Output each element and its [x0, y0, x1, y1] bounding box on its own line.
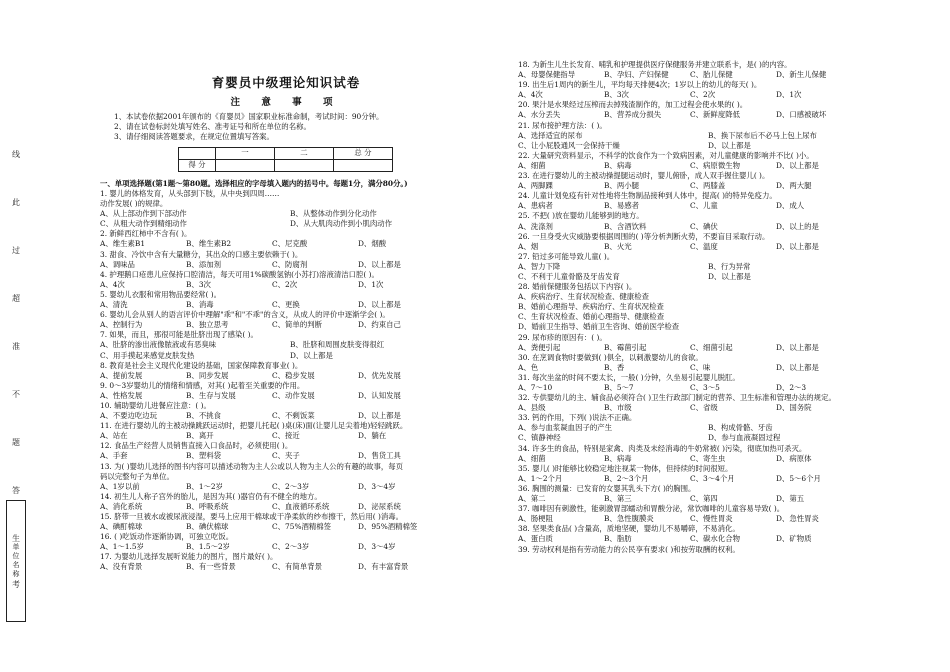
- answer-option[interactable]: A、消化系统: [100, 501, 143, 511]
- answer-option[interactable]: C、2～3岁: [272, 481, 310, 491]
- answer-option[interactable]: A、疾病治疗、生育状况检查、健康检查: [518, 292, 649, 302]
- answer-option[interactable]: C、防腐剂: [272, 259, 308, 269]
- answer-option[interactable]: C、碳水化合物: [690, 534, 740, 544]
- binding-char: 此: [12, 198, 20, 207]
- answer-option[interactable]: A、肠梗阻: [518, 514, 553, 524]
- answer-option[interactable]: A、7～10: [518, 383, 553, 392]
- answer-option[interactable]: C、尼克酸: [272, 239, 308, 249]
- option-row: [518, 70, 938, 80]
- option-row: [518, 110, 938, 120]
- score-header: 总 分: [334, 148, 393, 160]
- option-row: [518, 141, 938, 151]
- score-cell[interactable]: [334, 160, 393, 172]
- question-stem-continued: 码以完整句子为单位。: [100, 471, 174, 481]
- question-stem: 15. 脐带一旦被水或被尿液浸湿，要马上应用干棉球或干净柔软的纱布擦干，然后用( )消毒。: [100, 512, 404, 521]
- binding-char: 过: [12, 246, 20, 255]
- answer-option[interactable]: A、水分丢失: [518, 110, 561, 120]
- question-stem: 17. 为婴幼儿选择发展听说能力的图片，图片最好( )。: [100, 552, 278, 562]
- answer-option[interactable]: B、独立思考: [186, 320, 229, 330]
- answer-option[interactable]: C、省级: [690, 403, 718, 413]
- answer-option[interactable]: A、色: [518, 362, 539, 372]
- binding-char: 线: [12, 150, 20, 159]
- answer-option[interactable]: D、以上的是: [776, 221, 819, 231]
- answer-option[interactable]: D、以上都是: [290, 350, 333, 360]
- option-row: [518, 514, 938, 524]
- answer-option[interactable]: A、不要边吃边玩: [100, 411, 158, 421]
- answer-option[interactable]: D、泌尿系统: [358, 501, 401, 511]
- option-row: [518, 262, 938, 272]
- option-row: [518, 302, 938, 312]
- option-row: [100, 320, 480, 330]
- option-row: [518, 272, 938, 282]
- option-row: [518, 242, 938, 252]
- option-row: [518, 433, 938, 443]
- binding-char: 考: [12, 580, 20, 589]
- question-stem: 35. 婴儿( )时能够比较稳定地注视某一物体，但持续的时间很短。: [518, 463, 733, 473]
- answer-option[interactable]: A、两脚踝: [518, 181, 553, 191]
- answer-option[interactable]: A、细菌: [518, 160, 546, 170]
- answer-option[interactable]: B、3次: [186, 279, 211, 289]
- answer-option[interactable]: C、病原微生物: [690, 160, 740, 170]
- answer-option[interactable]: C、稳步发展: [272, 370, 315, 380]
- answer-option[interactable]: D、约束自己: [358, 320, 401, 330]
- answer-option[interactable]: B、添加剂: [186, 259, 221, 269]
- option-row: [518, 423, 938, 433]
- answer-option[interactable]: B、碘伏棉球: [186, 522, 229, 532]
- answer-option[interactable]: A、患病者: [518, 201, 553, 211]
- answer-option[interactable]: D、烟酸: [358, 239, 387, 249]
- option-row: [100, 391, 480, 401]
- notice-item: 1、本试卷依据2001年颁布的《育婴员》国家职业标准命制，考试时间：90分钟。: [114, 112, 384, 121]
- question-stem: 14. 初生儿人称子宫外的胎儿，是因为其( )器官仍有不健全的地方。: [100, 491, 322, 501]
- answer-option[interactable]: A、控制行为: [100, 320, 143, 330]
- score-header: [179, 148, 216, 160]
- answer-option[interactable]: D、躺在: [358, 431, 387, 441]
- option-row: [100, 340, 480, 350]
- answer-option[interactable]: D、急性胃炎: [776, 514, 819, 524]
- answer-option[interactable]: B、1.5～2岁: [186, 542, 231, 552]
- binding-char: 不: [12, 390, 20, 399]
- answer-option[interactable]: B、婚前心理指导、疾病治疗、生育状况检查: [518, 302, 664, 312]
- answer-option[interactable]: C、儿童: [690, 201, 718, 211]
- answer-option[interactable]: B、5～7: [604, 383, 634, 392]
- answer-option[interactable]: D、以上都是: [358, 300, 401, 310]
- answer-option[interactable]: D、以上都是: [708, 271, 751, 281]
- option-row: [518, 363, 938, 373]
- answer-option[interactable]: B、营养成分损失: [604, 110, 662, 120]
- answer-option[interactable]: D、参与血液凝固过程: [708, 433, 781, 443]
- answer-option[interactable]: B、同步发展: [186, 370, 229, 380]
- answer-option[interactable]: D、婚前卫生指导、婚前卫生咨询、婚前医学检查: [518, 322, 680, 332]
- answer-option[interactable]: B、构成骨骼、牙齿: [708, 423, 773, 433]
- option-row: [518, 222, 938, 232]
- answer-option[interactable]: C、更换: [272, 300, 300, 310]
- answer-option[interactable]: D、以上都是: [708, 140, 751, 150]
- answer-option[interactable]: A、智力下降: [518, 261, 561, 271]
- answer-option[interactable]: C、2次: [690, 90, 716, 100]
- answer-option[interactable]: C、慢性胃炎: [690, 514, 733, 524]
- question-stem: 23. 在进行婴幼儿的主被动操提腿运动时，婴儿俯卧，成人双手握住婴儿( )。: [518, 171, 770, 181]
- answer-option[interactable]: D、病原体: [776, 453, 812, 463]
- question-stem: 12. 食品生产经营人员销售直接入口食品时，必须使用( )。: [100, 441, 293, 451]
- answer-option[interactable]: C、用手摸起来感觉皮肤发热: [100, 350, 195, 360]
- answer-option[interactable]: A、蛋白质: [518, 534, 553, 544]
- answer-option[interactable]: D、认知发展: [358, 390, 401, 400]
- answer-option[interactable]: A、细菌: [518, 453, 546, 463]
- option-row: [518, 494, 938, 504]
- binding-margin: [4, 20, 28, 670]
- answer-option[interactable]: D、以上都是: [776, 160, 819, 170]
- question-stem: 21. 尿布接护理方法：( )。: [518, 120, 607, 130]
- unit-name-label: 单位名称: [12, 543, 21, 579]
- option-row: [518, 534, 938, 544]
- option-row: [518, 161, 938, 171]
- answer-option[interactable]: A、1～1.5岁: [100, 542, 144, 552]
- question-stem-continued: 动作发展( )的规律。: [100, 199, 168, 209]
- answer-option[interactable]: D、2～3: [776, 383, 807, 392]
- answer-option[interactable]: C、寄生虫: [690, 453, 726, 463]
- notice-item: 2、请在试卷标封处填写姓名、准考证号和所在单位的名称。: [114, 122, 311, 132]
- question-stem: 29. 尿布疹的原因有：( )。: [518, 332, 607, 342]
- question-stem: 28. 婚前保健服务包括以下内容( )。: [518, 282, 637, 292]
- answer-option[interactable]: B、火光: [604, 241, 632, 251]
- question-stem: 31. 每次坐盆的时间不要太长，一般( )分钟，久坐易引起婴儿脱肛。: [518, 372, 740, 382]
- answer-option[interactable]: C、两膝盖: [690, 181, 726, 191]
- score-header: 一: [216, 148, 275, 160]
- answer-option[interactable]: C、细菌引起: [690, 342, 733, 352]
- question-stem: 37. 咖啡因有刺激性，能刺激胃部蠕动和胃酸分泌，常饮咖啡的儿童容易导致( )。: [518, 504, 785, 514]
- question-stem: 39. 劳动权利是指有劳动能力的公民享有要求( )和按劳取酬的权利。: [518, 544, 740, 554]
- question-stem: 9. 0～3岁婴幼儿的情绪和情感，对其( )起着至关重要的作用。: [100, 380, 305, 390]
- question-stem: 6. 婴幼儿会从别人的语言评价中理解"乖"和"不乖"的含义，从成人的评价中逐渐学会( )。: [100, 310, 390, 320]
- option-row: [100, 431, 480, 441]
- answer-option[interactable]: A、提前发展: [100, 370, 143, 380]
- score-row-label: 得 分: [179, 160, 216, 172]
- option-row: [100, 239, 480, 249]
- answer-option[interactable]: D、以上都是: [776, 241, 819, 251]
- question-stem: 27. 铅过多可能导致儿童( )。: [518, 251, 615, 261]
- answer-option[interactable]: B、生存与发展: [186, 390, 236, 400]
- answer-option[interactable]: C、从粗大动作到精细动作: [100, 219, 187, 229]
- answer-option[interactable]: A、粪便引起: [518, 342, 561, 352]
- question-stem: 13. 为( )婴幼儿选择的图书内容可以描述动物为主人公或以人物为主人公的有趣的故事，每页: [100, 461, 404, 471]
- answer-option[interactable]: C、胎儿保健: [690, 70, 733, 80]
- answer-option[interactable]: B、市级: [604, 403, 632, 413]
- answer-option[interactable]: D、第五: [776, 494, 805, 504]
- question-stem: 20. 果汁是水果经过压榨而去掉残渣制作的，加工过程会使水果的( )。: [518, 100, 748, 110]
- notice-heading: 注 意 事 项: [230, 97, 342, 108]
- score-table: [178, 147, 393, 172]
- answer-option[interactable]: D、国务院: [776, 403, 812, 413]
- question-stem: 18. 为新生儿生长发育、哺乳和护理提供医疗保健服务并建立联系卡，是( )的内容。: [518, 60, 792, 69]
- option-row: [518, 312, 938, 322]
- answer-option[interactable]: D、5～6个月: [776, 473, 821, 483]
- answer-option[interactable]: C、有简单背景: [272, 562, 322, 572]
- option-row: [518, 343, 938, 353]
- answer-option[interactable]: D、1次: [776, 90, 802, 100]
- answer-option[interactable]: B、离开: [186, 431, 214, 441]
- answer-option[interactable]: D、矿物质: [776, 534, 812, 544]
- notice-list: [100, 112, 480, 142]
- option-row: [518, 403, 938, 413]
- answer-option[interactable]: A、1岁以前: [100, 481, 140, 491]
- answer-option[interactable]: A、县级: [518, 403, 546, 413]
- answer-option[interactable]: B、有一些背景: [186, 562, 236, 572]
- question-stem: 25. 不把( )放在婴幼儿能够到的地方。: [518, 211, 644, 221]
- question-stem: 36. 胸围的测量：已发育的女婴其乳头下方( )的胸围。: [518, 483, 696, 493]
- answer-option[interactable]: B、塑料袋: [186, 451, 221, 461]
- question-stem: 30. 在烹调食物时要做到( )俱全，以刺激婴幼儿的食欲。: [518, 352, 703, 362]
- answer-option[interactable]: D、3～4岁: [358, 542, 396, 552]
- answer-option[interactable]: A、手套: [100, 451, 128, 461]
- option-row: [100, 502, 480, 512]
- answer-option[interactable]: D、95%酒精棉签: [358, 522, 418, 532]
- answer-option[interactable]: D、有丰富背景: [358, 562, 409, 572]
- answer-option[interactable]: B、呼吸系统: [186, 501, 229, 511]
- answer-option[interactable]: B、2～3个月: [604, 473, 649, 483]
- answer-option[interactable]: A、清洗: [100, 300, 128, 310]
- answer-option[interactable]: A、参与血浆凝血因子的产生: [518, 423, 613, 433]
- answer-option[interactable]: A、4次: [100, 279, 125, 289]
- answer-option[interactable]: B、脂肪: [604, 534, 632, 544]
- answer-option[interactable]: C、不剩饭菜: [272, 411, 315, 421]
- answer-option[interactable]: D、优先发展: [358, 370, 401, 380]
- answer-option[interactable]: A、选择适宜的尿布: [518, 130, 583, 140]
- question-stem: 1. 婴儿的体格发育，从头部到下肢，从中央到四周……: [100, 189, 280, 198]
- answer-option[interactable]: A、从上部动作到下部动作: [100, 209, 187, 219]
- answer-option[interactable]: D、售货工具: [358, 451, 401, 461]
- option-row: [100, 482, 480, 492]
- answer-option[interactable]: A、母婴保健指导: [518, 70, 576, 80]
- answer-option[interactable]: C、温度: [690, 241, 718, 251]
- answer-option[interactable]: A、站在: [100, 431, 128, 441]
- answer-option[interactable]: B、消毒: [186, 300, 214, 310]
- answer-option[interactable]: C、碘伏: [690, 221, 718, 231]
- answer-option[interactable]: A、碘酊棉球: [100, 522, 143, 532]
- question-stem: 24. 儿童计划免疫有针对性地将生物制品接种到人体中，提高( )的特异免疫力。: [518, 191, 777, 201]
- answer-option[interactable]: C、生育状况检查、婚前心理指导、健康检查: [518, 312, 665, 322]
- score-cell[interactable]: [275, 160, 334, 172]
- unit-name-box: [6, 500, 26, 622]
- option-row: [518, 474, 938, 484]
- answer-option[interactable]: A、维生素B1: [100, 239, 146, 249]
- answer-option[interactable]: B、孕妇、产妇保健: [604, 70, 669, 80]
- answer-option[interactable]: B、3次: [604, 90, 629, 100]
- question-stem: 11. 在进行婴幼儿的主被动操跳跃运动时，把婴儿托起( )桌(床)面(让婴儿足尖着地)轻轻跳跃。: [100, 421, 408, 431]
- answer-option[interactable]: D、成人: [776, 201, 805, 211]
- answer-option[interactable]: B、不挑食: [186, 411, 221, 421]
- binding-char: 答: [12, 486, 20, 495]
- question-stem: 34. 许多生的食品，特别是家禽、肉类及未经消毒的牛奶常被( )污染，彻底加热可杀灭。: [518, 443, 807, 453]
- option-row: [100, 451, 480, 461]
- score-header: 二: [275, 148, 334, 160]
- score-cell[interactable]: [216, 160, 275, 172]
- question-stem: 8. 教育是社会主义现代化建设的基础，国家保障教育事业( )。: [100, 360, 303, 370]
- binding-char: 生: [12, 534, 20, 543]
- answer-option[interactable]: A、第二: [518, 494, 546, 504]
- answer-option[interactable]: C、动作发展: [272, 390, 315, 400]
- answer-option[interactable]: A、洗涤剂: [518, 221, 553, 231]
- question-stem: 32. 专供婴幼儿的主、辅食品必须符合( )卫生行政部门制定的营养、卫生标准和管理办法的规定。: [518, 393, 836, 403]
- answer-option[interactable]: C、不利于儿童骨骼及牙齿发育: [518, 271, 620, 281]
- answer-option[interactable]: A、没有背景: [100, 562, 143, 572]
- answer-option[interactable]: B、病毒: [604, 160, 632, 170]
- answer-option[interactable]: D、口感被破坏: [776, 110, 827, 120]
- option-row: [100, 300, 480, 310]
- answer-option[interactable]: C、3～5: [690, 383, 720, 392]
- answer-option[interactable]: B、从整体动作到分化动作: [290, 209, 377, 219]
- answer-option[interactable]: C、3～4个月: [690, 473, 735, 483]
- option-row: [518, 322, 938, 332]
- question-stem: 19. 出生后1周内的新生儿，平均每天排便4次；1岁以上的幼儿的每天( )。: [518, 80, 762, 90]
- answer-option[interactable]: C、2～3岁: [272, 542, 310, 552]
- option-row: [100, 522, 480, 532]
- option-row: [518, 383, 938, 393]
- answer-option[interactable]: D、1次: [358, 279, 384, 289]
- answer-option[interactable]: D、3～4岁: [358, 481, 396, 491]
- answer-option[interactable]: C、2次: [272, 279, 298, 289]
- binding-char: 题: [12, 438, 20, 447]
- option-row: [100, 562, 480, 572]
- answer-option[interactable]: A、1～2个月: [518, 473, 563, 483]
- answer-option[interactable]: C、血液循环系统: [272, 501, 330, 511]
- answer-option[interactable]: C、镇静神经: [518, 433, 561, 443]
- option-row: [100, 371, 480, 381]
- option-row: [518, 454, 938, 464]
- answer-option[interactable]: C、让小屁股通风一会保持干燥: [518, 140, 620, 150]
- answer-option[interactable]: D、从大肌肉动作到小肌肉动作: [290, 219, 393, 229]
- answer-option[interactable]: B、第三: [604, 494, 632, 504]
- answer-option[interactable]: B、香: [604, 362, 625, 372]
- question-list-right: [518, 60, 938, 555]
- question-stem: 16. ( )吃饭动作逐渐协调，可独立吃饭。: [100, 532, 234, 542]
- question-stem: 3. 甜食、冷饮中含有大量糖分，其出众的口感主要依赖于( )。: [100, 249, 303, 259]
- question-stem: 22. 大量研究资料显示，不科学的饮食作为一个致病因素，对儿童健康的影响并不比( )小。: [518, 150, 814, 160]
- answer-option[interactable]: C、第四: [690, 494, 718, 504]
- question-stem: 4. 护理鹅口疮患儿应保持口腔清洁，每天可用1%碳酸氢钠(小苏打)溶液清洁口腔( )。: [100, 269, 379, 279]
- answer-option[interactable]: A、4次: [518, 90, 543, 100]
- option-row: [518, 201, 938, 211]
- answer-option[interactable]: B、1～2岁: [186, 481, 224, 491]
- question-stem: 5. 婴幼儿衣服和常用物品要经常( )。: [100, 289, 221, 299]
- answer-option[interactable]: B、病毒: [604, 453, 632, 463]
- question-stem: 7. 如果，而且，那很可能是肚脐出现了感染( )。: [100, 330, 258, 340]
- answer-option[interactable]: D、以上都是: [358, 411, 401, 421]
- answer-option[interactable]: B、两小腿: [604, 181, 639, 191]
- answer-option[interactable]: B、急性腹膜炎: [604, 514, 654, 524]
- exam-title: 育婴员中级理论知识试卷: [211, 75, 361, 90]
- answer-option[interactable]: B、行为异常: [708, 261, 751, 271]
- answer-option[interactable]: A、肚脐的渗出液像脓液或有恶臭味: [100, 340, 217, 350]
- option-row: [100, 219, 480, 229]
- option-row: [100, 209, 480, 219]
- question-stem: 26. 一旦身受火灾威胁要根据周围的( )等分析判断火势，不要盲目采取行动。: [518, 231, 770, 241]
- notice-item: 3、请仔细阅读答题要求，在规定位置填写答案。: [114, 132, 274, 142]
- option-row: [518, 90, 938, 100]
- answer-option[interactable]: C、夹子: [272, 451, 300, 461]
- option-row: [518, 131, 938, 141]
- option-row: [100, 351, 480, 361]
- answer-option[interactable]: D、以上都是: [776, 342, 819, 352]
- option-row: [518, 292, 938, 302]
- binding-char: 超: [12, 294, 20, 303]
- answer-option[interactable]: C、简单的判断: [272, 320, 322, 330]
- binding-char: 准: [12, 342, 20, 351]
- answer-option[interactable]: C、接近: [272, 431, 300, 441]
- answer-option[interactable]: B、肚脐和周围皮肤变得很红: [290, 340, 385, 350]
- answer-option[interactable]: C、味: [690, 362, 711, 372]
- answer-option[interactable]: B、霉菌引起: [604, 342, 647, 352]
- question-stem: 10. 辅助婴幼儿进餐应注意：( )。: [100, 400, 211, 410]
- option-row: [100, 260, 480, 270]
- answer-option[interactable]: C、75%酒精棉签: [272, 522, 332, 532]
- question-stem: 38. 坚果类食品( )含量高，质地坚硬，婴幼儿不易嚼碎，不易消化。: [518, 524, 740, 534]
- answer-option[interactable]: C、新鲜度降低: [690, 110, 740, 120]
- question-list-left: [100, 189, 480, 573]
- section-heading: 一、单项选择题(第1题～第80题。选择相应的字母填入题内的括号中。每题1分，满分80分。): [100, 179, 408, 188]
- answer-option[interactable]: A、性格发展: [100, 390, 143, 400]
- question-stem: 33. 钙的作用，下列( )说法不正确。: [518, 413, 637, 423]
- answer-option[interactable]: B、换下尿布后不必马上包上尿布: [708, 130, 817, 140]
- option-row: [100, 411, 480, 421]
- question-stem: 2. 新鲜西红柿中不含有( )。: [100, 229, 192, 239]
- answer-option[interactable]: B、含酒饮料: [604, 221, 647, 231]
- answer-option[interactable]: A、调味品: [100, 259, 135, 269]
- option-row: [100, 542, 480, 552]
- answer-option[interactable]: D、以上都是: [776, 362, 819, 372]
- answer-option[interactable]: B、维生素B2: [186, 239, 232, 249]
- answer-option[interactable]: D、两大腿: [776, 181, 812, 191]
- option-row: [518, 181, 938, 191]
- answer-option[interactable]: D、新生儿保健: [776, 70, 827, 80]
- answer-option[interactable]: B、易感者: [604, 201, 639, 211]
- answer-option[interactable]: A、烟: [518, 241, 539, 251]
- answer-option[interactable]: D、以上都是: [358, 259, 401, 269]
- option-row: [100, 280, 480, 290]
